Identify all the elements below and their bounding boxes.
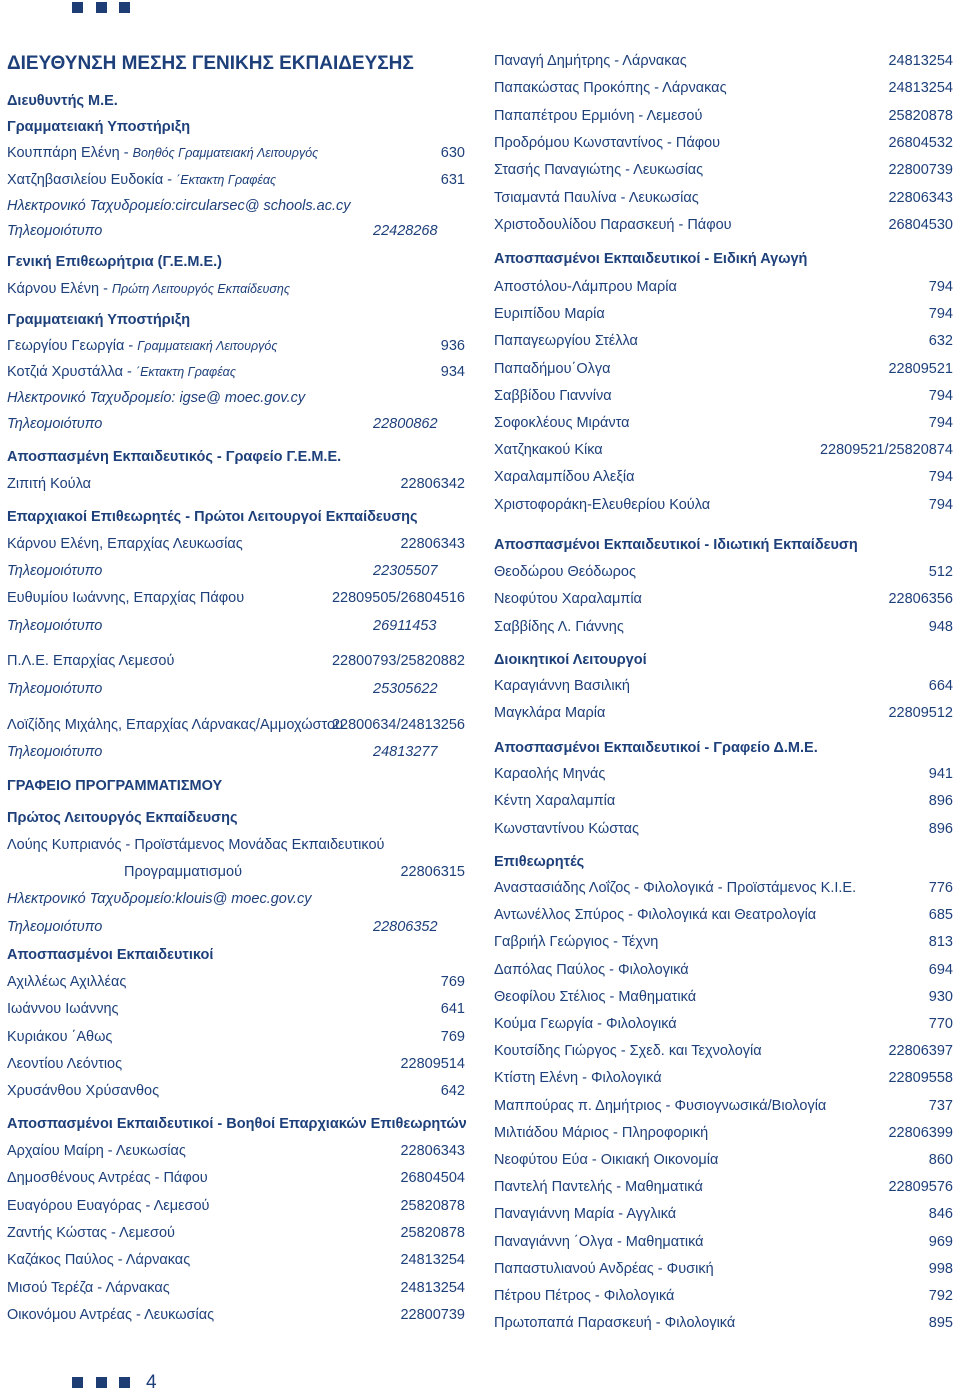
contact-row	[494, 134, 953, 152]
contact-row	[494, 305, 953, 323]
contact-row	[494, 961, 953, 979]
contact-row	[494, 1069, 953, 1087]
contact-row	[494, 906, 953, 924]
contact-phone: 25820878	[400, 1224, 465, 1241]
contact-row	[494, 1260, 953, 1278]
page-number: 4	[146, 1372, 157, 1393]
contact-row	[494, 1314, 953, 1332]
contact-row	[494, 189, 953, 207]
contact-row	[494, 278, 953, 296]
contact-name: Καζάκος Παύλος - Λάρνακας	[7, 1252, 191, 1269]
contact-row: Λοϊζίδης Μιχάλης, Επαρχίας Λάρνακας/Αμμοχώστου 22800634/24813256	[7, 717, 465, 733]
section-heading: Αποσπασμένοι Εκπαιδευτικοί - Ιδιωτική Εκπαίδευση	[494, 537, 858, 553]
contact-phone: 26804530	[888, 216, 953, 233]
contact-row	[494, 1097, 953, 1115]
section-heading: Αποσπασμένοι Εκπαιδευτικοί - Βοηθοί Επαρχιακών Επιθεωρητών	[7, 1116, 467, 1132]
contact-row	[494, 161, 953, 179]
contact-name: Πρωτοπαπά Παρασκευή - Φιλολογικά	[494, 1315, 736, 1332]
contact-row	[494, 1151, 953, 1169]
contact-name: Κωνσταντίνου Κώστας	[494, 820, 640, 837]
contact-phone: 664	[928, 678, 953, 694]
section-heading: Αποσπασμένοι Εκπαιδευτικοί - Γραφείο Δ.Μ.Ε.	[494, 740, 818, 756]
contact-name: Παπαπέτρου Ερμιόνη - Λεμεσού	[494, 107, 703, 124]
contact-row: Κάρνου Ελένη, Επαρχίας Λευκωσίας 22806343	[7, 536, 465, 552]
contact-row	[494, 590, 953, 608]
contact-name: Παναγιάννη ΄Ολγα - Μαθηματικά	[494, 1233, 704, 1250]
contact-row	[494, 107, 953, 125]
contact-phone: 794	[928, 496, 953, 513]
contact-phone: 769	[440, 1028, 465, 1045]
contact-phone: 794	[928, 415, 953, 431]
fax-line: Τηλεομοιότυπο 26911453	[7, 618, 437, 634]
contact-row	[494, 563, 953, 581]
contact-row	[494, 618, 953, 636]
contact-row: Π.Λ.Ε. Επαρχίας Λεμεσού 22800793/25820882	[7, 653, 465, 669]
contact-name: Οικονόμου Αντρέας - Λευκωσίας	[7, 1306, 215, 1323]
contact-name: Αποστόλου-Λάμπρου Μαρία	[494, 279, 677, 295]
contact-phone: 22806397	[888, 1043, 953, 1060]
contact-name: Παναγή Δημήτρης - Λάρνακας	[494, 53, 687, 69]
contact-phone: 24813254	[400, 1252, 465, 1269]
footer-square	[72, 1377, 83, 1388]
contact-name: Λεοντίου Λεόντιος	[7, 1055, 123, 1072]
fax-line: Τηλεομοιότυπο 22305507	[7, 563, 438, 579]
contact-phone: 896	[928, 820, 953, 837]
contact-name: Κτίστη Ελένη - Φιλολογικά	[494, 1070, 662, 1087]
contact-name: Θεοδώρου Θεόδωρος	[494, 564, 636, 580]
contact-row: Κουππάρη Ελένη - Βοηθός Γραμματειακή Λειτουργός 630	[7, 145, 465, 161]
contact-name: Μιλτιάδου Μάριος - Πληροφορική	[494, 1124, 709, 1141]
contact-row	[494, 820, 953, 838]
contact-row	[494, 677, 953, 695]
contact-phone: 860	[928, 1152, 953, 1168]
contact-row	[7, 1028, 465, 1046]
contact-phone: 769	[440, 974, 465, 990]
contact-name: Σαββίδου Γιαννίνα	[494, 387, 612, 404]
contact-phone: 632	[928, 333, 953, 350]
email-line: Ηλεκτρονικό Ταχυδρομείο:klouis@ moec.gov.cy	[7, 891, 312, 907]
contact-row	[494, 1124, 953, 1142]
footer-square	[119, 1377, 130, 1388]
contact-name: Καραολής Μηνάς	[494, 766, 606, 782]
contact-phone: 737	[928, 1097, 953, 1114]
page-title: ΔΙΕΥΘΥΝΣΗ ΜΕΣΗΣ ΓΕΝΙΚΗΣ ΕΚΠΑΙΔΕΥΣΗΣ	[7, 53, 414, 74]
header-square	[72, 2, 83, 13]
contact-name: Πέτρου Πέτρος - Φιλολογικά	[494, 1288, 675, 1304]
contact-row	[494, 52, 953, 70]
section-heading: Αποσπασμένοι Εκπαιδευτικοί	[7, 947, 214, 963]
contact-phone: 792	[928, 1288, 953, 1304]
contact-row	[494, 332, 953, 350]
contact-row	[7, 1082, 465, 1100]
contact-phone: 22806356	[888, 591, 953, 608]
contact-phone: 24813254	[888, 53, 953, 69]
contact-phone: 794	[928, 387, 953, 404]
contact-row	[494, 792, 953, 810]
contact-phone: 930	[928, 988, 953, 1005]
contact-phone: 25820878	[400, 1197, 465, 1214]
contact-row	[7, 973, 465, 991]
contact-name: Αχιλλέως Αχιλλέας	[7, 974, 127, 990]
contact-name: Νεοφύτου Εύα - Οικιακή Οικονομία	[494, 1152, 719, 1168]
contact-row	[494, 1205, 953, 1223]
email-line: Ηλεκτρονικό Ταχυδρομείο:circularsec@ schools.ac.cy	[7, 198, 351, 214]
email-line: Ηλεκτρονικό Ταχυδρομείο: igse@ moec.gov.cy	[7, 390, 306, 406]
contact-phone: 776	[928, 880, 953, 896]
contact-phone: 770	[928, 1016, 953, 1032]
contact-phone: 813	[928, 934, 953, 951]
section-heading: Επαρχιακοί Επιθεωρητές - Πρώτοι Λειτουργοί Εκπαίδευσης	[7, 509, 418, 525]
contact-name: Καραγιάννη Βασιλική	[494, 678, 630, 694]
contact-name: Χριστοφοράκη-Ελευθερίου Κούλα	[494, 496, 711, 513]
contact-row	[7, 1169, 465, 1187]
contact-phone: 25820878	[888, 107, 953, 124]
contact-phone: 794	[928, 469, 953, 486]
contact-name: Ευριπίδου Μαρία	[494, 306, 605, 323]
contact-row: Χατζηβασιλείου Ευδοκία - ΄Εκτακτη Γραφέας 631	[7, 172, 465, 188]
contact-row	[7, 1306, 465, 1324]
contact-name: Σοφοκλέους Μιράντα	[494, 415, 630, 431]
contact-phone: 998	[928, 1260, 953, 1277]
fax-line: Τηλεομοιότυπο 24813277	[7, 744, 438, 760]
contact-row	[494, 441, 953, 459]
contact-name: Κυριάκου ΄Αθως	[7, 1028, 113, 1045]
contact-row	[494, 765, 953, 783]
contact-row: Κάρνου Ελένη - Πρώτη Λειτουργός Εκπαίδευσης	[7, 281, 290, 297]
contact-row	[494, 879, 953, 897]
contact-phone: 22809514	[400, 1055, 465, 1072]
section-heading: Αποσπασμένη Εκπαιδευτικός - Γραφείο Γ.Ε.Μ.Ε.	[7, 449, 342, 465]
contact-phone: 941	[928, 766, 953, 782]
contact-name: Δημοσθένους Αντρέας - Πάφου	[7, 1170, 208, 1187]
contact-phone: 969	[928, 1233, 953, 1250]
contact-phone: 22809558	[888, 1070, 953, 1087]
contact-phone: 22800739	[888, 162, 953, 179]
contact-name: Παπαστυλιανού Ανδρέας - Φυσική	[494, 1260, 714, 1277]
contact-name: Αναστασιάδης Λοΐζος - Φιλολογικά - Προϊστάμενος Κ.Ι.Ε.	[494, 880, 857, 896]
contact-phone: 22806399	[888, 1124, 953, 1141]
contact-phone: 22806343	[888, 189, 953, 206]
contact-phone: 694	[928, 961, 953, 978]
contact-name: Κέντη Χαραλαμπία	[494, 793, 616, 810]
section-heading: Γενική Επιθεωρήτρια (Γ.Ε.Μ.Ε.)	[7, 254, 222, 270]
contact-row	[494, 468, 953, 486]
contact-row	[494, 1233, 953, 1251]
contact-phone: 22809512	[888, 705, 953, 722]
contact-name: Θεοφίλου Στέλιος - Μαθηματικά	[494, 988, 697, 1005]
contact-phone: 641	[440, 1001, 465, 1018]
contact-name: Στασής Παναγιώτης - Λευκωσίας	[494, 162, 704, 179]
contact-name: Παπαγεωργίου Στέλλα	[494, 333, 638, 350]
contact-phone: 896	[928, 793, 953, 810]
contact-phone: 24813254	[400, 1279, 465, 1296]
contact-name: Ιωάννου Ιωάννης	[7, 1001, 119, 1018]
contact-row	[494, 933, 953, 951]
section-heading: Διοικητικοί Λειτουργοί	[494, 652, 647, 668]
contact-name: Νεοφύτου Χαραλαμπία	[494, 591, 642, 608]
contact-row	[7, 1055, 465, 1073]
contact-name: Μισού Τερέζα - Λάρνακας	[7, 1279, 170, 1296]
contact-phone: 22809576	[888, 1179, 953, 1196]
contact-name: Γαβριήλ Γεώργιος - Τέχνη	[494, 934, 659, 951]
contact-row: Προγραμματισμού 22806315	[124, 864, 465, 880]
contact-row	[494, 360, 953, 378]
contact-name: Σαββίδης Λ. Γιάννης	[494, 618, 624, 635]
contact-name: Μαγκλάρα Μαρία	[494, 705, 606, 722]
contact-row	[494, 1287, 953, 1305]
contact-row	[494, 414, 953, 432]
section-heading: Επιθεωρητές	[494, 854, 585, 870]
contact-row: Γεωργίου Γεωργία - Γραμματειακή Λειτουργός 936	[7, 338, 465, 354]
contact-phone: 948	[928, 618, 953, 635]
contact-name: Προδρόμου Κωνσταντίνος - Πάφου	[494, 134, 721, 151]
contact-row	[494, 216, 953, 234]
header-square	[119, 2, 130, 13]
contact-phone: 512	[928, 564, 953, 580]
contact-name: Χριστοδουλίδου Παρασκευή - Πάφου	[494, 216, 732, 233]
contact-name: Κούμα Γεωργία - Φιλολογικά	[494, 1016, 677, 1032]
fax-line: Τηλεομοιότυπο 22428268	[7, 223, 438, 239]
contact-name: Ευαγόρου Ευαγόρας - Λεμεσού	[7, 1197, 210, 1214]
contact-phone: 22809521	[888, 360, 953, 377]
contact-row: Κοτζιά Χρυστάλλα - ΄Εκτακτη Γραφέας 934	[7, 364, 465, 380]
contact-name: Παντελή Παντελής - Μαθηματικά	[494, 1179, 703, 1196]
contact-row	[7, 1000, 465, 1018]
contact-name: Δαπόλας Παύλος - Φιλολογικά	[494, 961, 689, 978]
contact-phone: 895	[928, 1315, 953, 1332]
contact-row: Ευθυμίου Ιωάννης, Επαρχίας Πάφου 22809505/26804516	[7, 590, 465, 606]
contact-row	[7, 1279, 465, 1297]
contact-row	[494, 79, 953, 97]
contact-row: Λούης Κυπριανός - Προϊστάμενος Μονάδας Εκπαιδευτικού	[7, 837, 385, 853]
contact-row	[7, 1142, 465, 1160]
contact-phone: 794	[928, 279, 953, 295]
contact-row	[494, 496, 953, 514]
contact-row	[494, 704, 953, 722]
footer-square	[96, 1377, 107, 1388]
contact-name: Χαραλαμπίδου Αλεξία	[494, 469, 635, 486]
contact-phone: 26804504	[400, 1170, 465, 1187]
contact-name: Αντωνέλλος Σπύρος - Φιλολογικά και Θεατρολογία	[494, 907, 817, 924]
fax-line: Τηλεομοιότυπο 25305622	[7, 681, 438, 697]
section-heading: Γραμματειακή Υποστήριξη	[7, 312, 191, 328]
contact-name: Τσιαμαντά Παυλίνα - Λευκωσίας	[494, 189, 699, 206]
contact-name: Ζαντής Κώστας - Λεμεσού	[7, 1224, 175, 1241]
contact-row	[494, 1015, 953, 1033]
contact-row: Ζιπιτή Κούλα 22806342	[7, 476, 465, 492]
section-heading: ΓΡΑΦΕΙΟ ΠΡΟΓΡΑΜΜΑΤΙΣΜΟΥ	[7, 778, 223, 794]
fax-line: Τηλεομοιότυπο 22806352	[7, 919, 438, 935]
section-heading: Αποσπασμένοι Εκπαιδευτικοί - Ειδική Αγωγή	[494, 251, 808, 267]
contact-phone: 22809521/25820874	[819, 442, 953, 459]
contact-phone: 685	[928, 907, 953, 924]
contact-phone: 794	[928, 306, 953, 323]
contact-name: Χρυσάνθου Χρύσανθος	[7, 1083, 160, 1100]
contact-name: Παπακώστας Προκόπης - Λάρνακας	[494, 80, 727, 97]
contact-phone: 24813254	[888, 80, 953, 97]
contact-row	[7, 1197, 465, 1215]
contact-name: Αρχαίου Μαίρη - Λευκωσίας	[7, 1143, 186, 1159]
fax-line: Τηλεομοιότυπο 22800862	[7, 416, 438, 432]
contact-name: Μαππούρας π. Δημήτριος - Φυσιογνωσικά/Βιολογία	[494, 1097, 827, 1114]
contact-phone: 22806343	[400, 1143, 465, 1159]
contact-phone: 22800739	[400, 1306, 465, 1323]
contact-row	[494, 1042, 953, 1060]
contact-phone: 846	[928, 1206, 953, 1223]
contact-row	[494, 1178, 953, 1196]
contact-name: Παναγιάννη Μαρία - Αγγλικά	[494, 1206, 677, 1223]
contact-name: Κουτσίδης Γιώργος - Σχεδ. και Τεχνολογία	[494, 1043, 762, 1060]
contact-row	[494, 988, 953, 1006]
contact-name: Χατζηκακού Κίκα	[494, 442, 603, 459]
director-heading: Διευθυντής Μ.Ε.	[7, 93, 118, 109]
section-subheading: Πρώτος Λειτουργός Εκπαίδευσης	[7, 810, 238, 826]
contact-row	[7, 1251, 465, 1269]
contact-row	[7, 1224, 465, 1242]
header-square	[96, 2, 107, 13]
contact-phone: 26804532	[888, 134, 953, 151]
contact-name: Παπαδήμου΄Ολγα	[494, 360, 611, 377]
contact-row	[494, 387, 953, 405]
contact-phone: 642	[440, 1083, 465, 1100]
section-heading: Γραμματειακή Υποστήριξη	[7, 119, 191, 135]
